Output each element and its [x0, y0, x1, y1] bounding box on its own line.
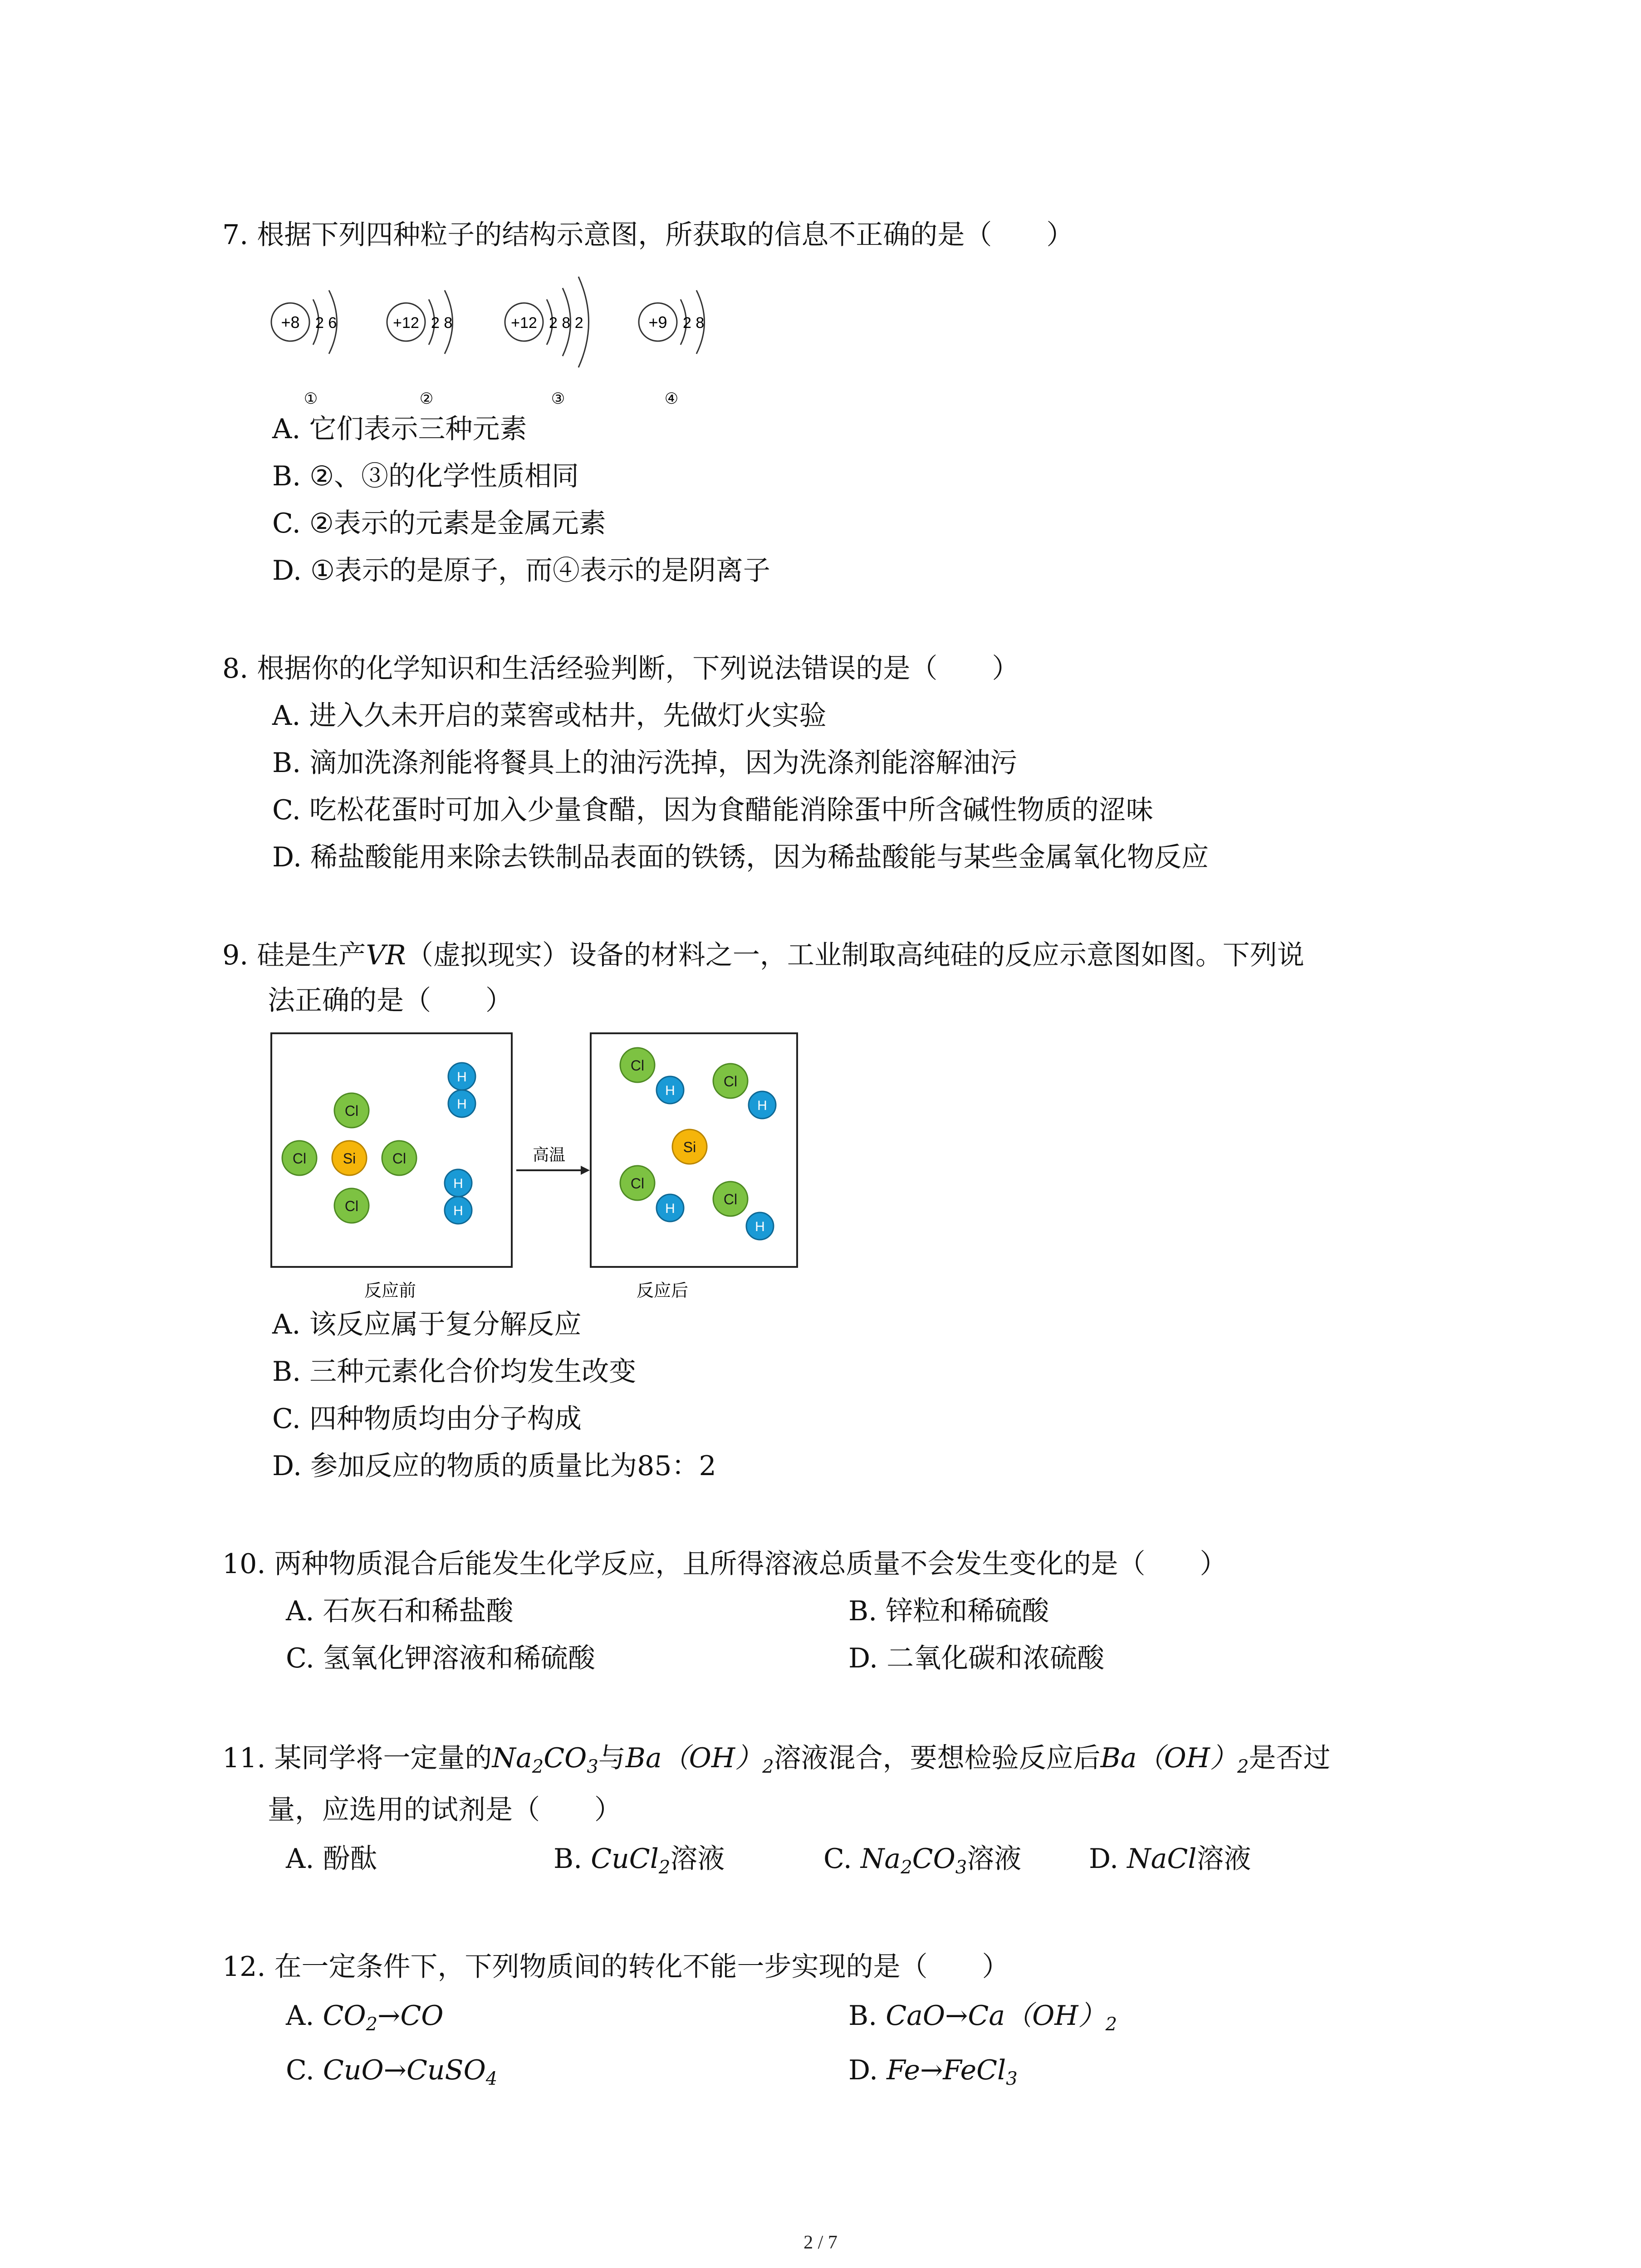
q9-option-b: B. 三种元素化合价均发生改变 — [272, 1356, 637, 1388]
particle-3-diagram — [505, 277, 589, 407]
svg-text:H: H — [453, 1176, 463, 1191]
after-caption: 反应后 — [636, 1281, 689, 1300]
q7-option-b: B. ②、③的化学性质相同 — [272, 460, 579, 492]
q10-option-b: B. 锌粒和稀硫酸 — [848, 1595, 1049, 1627]
q11-option-a: A. 酚酞 — [286, 1843, 377, 1875]
particle-1-shells: 2 6 — [315, 314, 337, 332]
q8-option-b: B. 滴加洗涤剂能将餐具上的油污洗掉，因为洗涤剂能溶解油污 — [272, 747, 1018, 779]
particle-4-diagram — [639, 290, 705, 407]
q10-stem: 10. 两种物质混合后能发生化学反应，且所得溶液总质量不会发生变化的是（ ） — [222, 1548, 1227, 1580]
arrow-label: 高温 — [532, 1145, 566, 1164]
q9-stem-part1: 9. 硅是生产 — [222, 939, 366, 971]
q9-stem-vr: VR — [366, 939, 406, 971]
q12-option-b: B. $CaO\to Ca(OH)_2$ — [848, 2000, 1117, 2035]
particle-3-shells: 2 8 2 — [549, 314, 583, 332]
particle-1-nucleus: +8 — [281, 313, 300, 332]
q7-option-c: C. ②表示的元素是金属元素 — [272, 508, 606, 539]
svg-text:H: H — [757, 1098, 767, 1113]
particle-2-shells: 2 8 — [431, 314, 453, 332]
q11-option-c: C. $Na_2CO_3$溶液 — [823, 1843, 1022, 1878]
particle-1-diagram — [271, 290, 337, 407]
svg-text:H: H — [457, 1070, 467, 1085]
q7-option-d: D. ①表示的是原子，而④表示的是阴离子 — [272, 555, 770, 587]
q8-stem: 8. 根据你的化学知识和生活经验判断，下列说法错误的是（ ） — [222, 653, 1019, 684]
q11-stem: 11. 某同学将一定量的$Na_2CO_3$与$Ba(OH)_2$溶液混合，要想检验反应后$Ba(OH)_2$是否过 — [222, 1742, 1331, 1777]
q9-stem-line2: 法正确的是（ ） — [268, 985, 513, 1017]
q7-option-a: A. 它们表示三种元素 — [272, 413, 527, 445]
q8-option-a: A. 进入久未开启的菜窖或枯井，先做灯火实验 — [272, 700, 827, 732]
q8-option-c: C. 吃松花蛋时可加入少量食醋，因为食醋能消除蛋中所含碱性物质的涩味 — [272, 794, 1153, 826]
q7-stem: 7. 根据下列四种粒子的结构示意图，所获取的信息不正确的是（ ） — [222, 219, 1074, 251]
svg-text:Cl: Cl — [723, 1191, 738, 1207]
svg-text:Cl: Cl — [392, 1150, 407, 1167]
particle-4-nucleus: +9 — [648, 313, 667, 332]
particle-4-shells: 2 8 — [683, 314, 705, 332]
q9-stem — [222, 937, 1304, 973]
q9-option-c: C. 四种物质均由分子构成 — [272, 1403, 582, 1435]
q9-stem-part2: （虚拟现实）设备的材料之一，工业制取高纯硅的反应示意图如图。下列说 — [406, 939, 1304, 971]
q11-option-b: B. CuCl$_2$溶液 — [554, 1843, 725, 1878]
q12-option-a: A. $CO_2\to CO$ — [286, 2000, 444, 2035]
svg-text:Cl: Cl — [344, 1103, 359, 1119]
svg-text:Cl: Cl — [723, 1073, 738, 1090]
svg-text:H: H — [457, 1097, 467, 1112]
particle-4-label: ④ — [664, 390, 679, 407]
particle-2-nucleus: +12 — [393, 314, 419, 332]
svg-text:Cl: Cl — [344, 1198, 359, 1214]
q10-option-d: D. 二氧化碳和浓硫酸 — [848, 1642, 1105, 1674]
q10-option-a: A. 石灰石和稀盐酸 — [286, 1595, 514, 1627]
svg-text:Si: Si — [343, 1150, 356, 1167]
q12-stem: 12. 在一定条件下，下列物质间的转化不能一步实现的是（ ） — [222, 1951, 1009, 1983]
svg-text:H: H — [665, 1201, 675, 1216]
particle-3-nucleus: +12 — [511, 314, 537, 332]
svg-text:Si: Si — [683, 1139, 696, 1155]
q8-option-d: D. 稀盐酸能用来除去铁制品表面的铁锈，因为稀盐酸能与某些金属氧化物反应 — [272, 841, 1209, 873]
svg-text:H: H — [755, 1219, 765, 1234]
svg-text:Cl: Cl — [630, 1175, 645, 1192]
q12-option-c: C. CuO→CuSO$_4$ — [286, 2054, 498, 2089]
page-number: 2 / 7 — [803, 2232, 838, 2253]
svg-text:H: H — [453, 1203, 463, 1218]
si-atom — [672, 1129, 707, 1164]
svg-text:Cl: Cl — [292, 1150, 307, 1167]
svg-text:H: H — [665, 1083, 675, 1098]
particle-1-label: ① — [304, 390, 318, 407]
q9-option-a: A. 该反应属于复分解反应 — [272, 1309, 582, 1340]
q11-option-d: D. NaCl溶液 — [1089, 1843, 1251, 1875]
particle-3-label: ③ — [551, 390, 565, 407]
q12-option-d: D. Fe→FeCl$_3$ — [848, 2054, 1018, 2089]
particle-2-label: ② — [419, 390, 434, 407]
q7-particle-diagrams — [254, 254, 753, 417]
q9-option-d: D. 参加反应的物质的质量比为85：2 — [272, 1450, 716, 1482]
q9-reaction-diagram — [268, 1030, 812, 1311]
particle-2-diagram — [387, 290, 453, 407]
q11-stem-line2: 量，应选用的试剂是（ ） — [268, 1794, 622, 1826]
svg-text:Cl: Cl — [630, 1057, 645, 1074]
before-caption: 反应前 — [364, 1281, 416, 1300]
q10-option-c: C. 氢氧化钾溶液和稀硫酸 — [286, 1642, 595, 1674]
